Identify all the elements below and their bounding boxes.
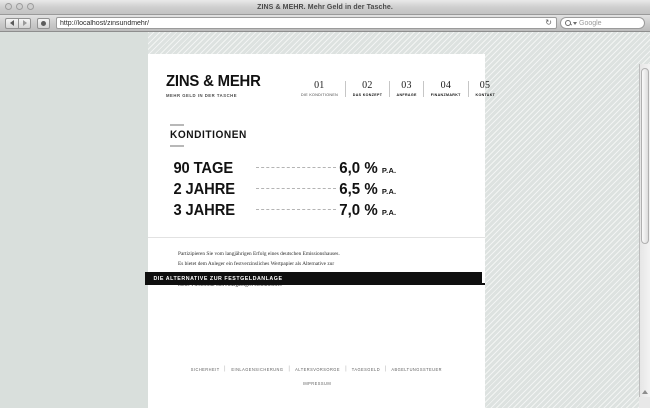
search-icon (565, 20, 571, 26)
page-viewport (0, 32, 650, 408)
toolbar-extra-button[interactable] (37, 18, 50, 29)
forward-button[interactable] (18, 18, 31, 29)
scrollbar-up-arrow-button[interactable] (640, 386, 650, 397)
nav-number: 03 (401, 79, 412, 91)
maximize-window-button[interactable] (27, 3, 34, 10)
vertical-scrollbar[interactable] (639, 64, 650, 408)
nav-number: 04 (440, 79, 452, 91)
intro-line-1: Partizipieren Sie vom langjährigen Erfolg eines deutschen Emissionshauses. (178, 251, 340, 257)
nav-item-03[interactable] (389, 81, 423, 98)
nav-label: KONTAKT (475, 93, 495, 97)
close-window-button[interactable] (5, 3, 12, 10)
rate-dashed-leader (256, 209, 336, 210)
section-title: KONDITIONEN (170, 129, 247, 141)
section-rule-bottom (170, 145, 184, 147)
site-header (148, 54, 495, 98)
rate-dashed-leader (256, 167, 336, 168)
rate-unit: P.A. (381, 208, 397, 217)
reload-icon[interactable]: ↻ (545, 18, 552, 27)
minimize-window-button[interactable] (16, 3, 23, 10)
nav-item-05[interactable] (468, 81, 502, 98)
footer-link-sicherheit[interactable]: SICHERHEIT (190, 366, 220, 372)
rate-value: 7,0 % (339, 202, 378, 219)
nav-label: FINANZMARKT (430, 93, 461, 97)
chevron-down-icon[interactable] (573, 22, 577, 25)
claim-text: DIE ALTERNATIVE ZUR FESTGELDANLAGE (153, 275, 283, 282)
rate-value: 6,0 % (339, 160, 378, 177)
scrollbar-thumb[interactable] (641, 68, 649, 244)
nav-item-02[interactable] (345, 81, 389, 98)
rate-list (170, 161, 467, 219)
window-resize-handle[interactable] (639, 397, 650, 408)
footer-link-einlagensicherung[interactable]: EINLAGENSICHERUNG (230, 366, 284, 372)
footer-link-impressum[interactable]: IMPRESSUM (302, 381, 331, 386)
rate-unit: P.A. (381, 166, 397, 175)
nav-number: 01 (314, 79, 325, 91)
window-title: ZINS & MEHR. Mehr Geld in der Tasche. (257, 3, 393, 11)
window-controls[interactable] (5, 3, 34, 10)
browser-titlebar (0, 0, 650, 15)
rate-dashed-leader (256, 188, 336, 189)
footer-separator: | (345, 366, 347, 372)
nav-label: ANFRAGE (396, 93, 417, 97)
rate-term: 2 JAHRE (173, 181, 235, 198)
url-text: http://localhost/zinsundmehr/ (60, 19, 150, 27)
nav-label: DAS KONZEPT (352, 93, 383, 97)
back-button[interactable] (5, 18, 18, 29)
rate-value: 6,5 % (339, 181, 378, 198)
main-navigation (298, 81, 502, 98)
logo-title: ZINS & MEHR (166, 73, 261, 90)
nav-number: 05 (479, 79, 491, 91)
search-field[interactable] (560, 17, 645, 29)
rate-row (170, 161, 467, 177)
site-logo[interactable] (166, 74, 268, 98)
page-content-card (148, 54, 495, 408)
rate-row (170, 203, 467, 219)
rate-row (170, 182, 467, 198)
conditions-section (148, 98, 485, 219)
logo-subtitle: MEHR GELD IN DER TASCHE (166, 93, 238, 98)
forward-arrow-icon (23, 20, 27, 26)
rate-unit: P.A. (381, 187, 397, 196)
back-arrow-icon (10, 20, 14, 26)
search-placeholder: Google (579, 19, 602, 27)
footer-separator: | (288, 366, 290, 372)
rate-term: 3 JAHRE (173, 202, 235, 219)
left-flat-background (0, 32, 148, 408)
footer-link-tagesgeld[interactable]: TAGESGELD (351, 366, 380, 372)
footer-separator: | (384, 366, 387, 372)
nav-label: DIE KONDITIONEN (300, 93, 338, 97)
address-bar[interactable] (56, 17, 557, 29)
browser-toolbar (0, 15, 650, 32)
nav-number: 02 (362, 79, 373, 91)
footer-link-altersvorsorge[interactable]: ALTERSVORSORGE (295, 366, 340, 372)
intro-line-2: Es bietet dem Anleger ein festverzinsliches Wertpapier als Alternative zur (178, 261, 335, 268)
footer-link-list (148, 366, 485, 372)
footer-separator: | (224, 366, 226, 372)
nav-item-01[interactable] (298, 81, 345, 98)
site-footer (148, 366, 485, 390)
dot-button-icon (41, 21, 46, 26)
footer-link-abgeltungssteuer[interactable]: ABGELTUNGSSTEUER (391, 366, 443, 372)
claim-bar (145, 272, 482, 285)
chevron-up-icon (642, 390, 648, 394)
nav-item-04[interactable] (423, 81, 467, 98)
section-rule-top (170, 124, 184, 126)
rate-term: 90 TAGE (173, 160, 234, 177)
navigation-button-group (5, 18, 31, 29)
